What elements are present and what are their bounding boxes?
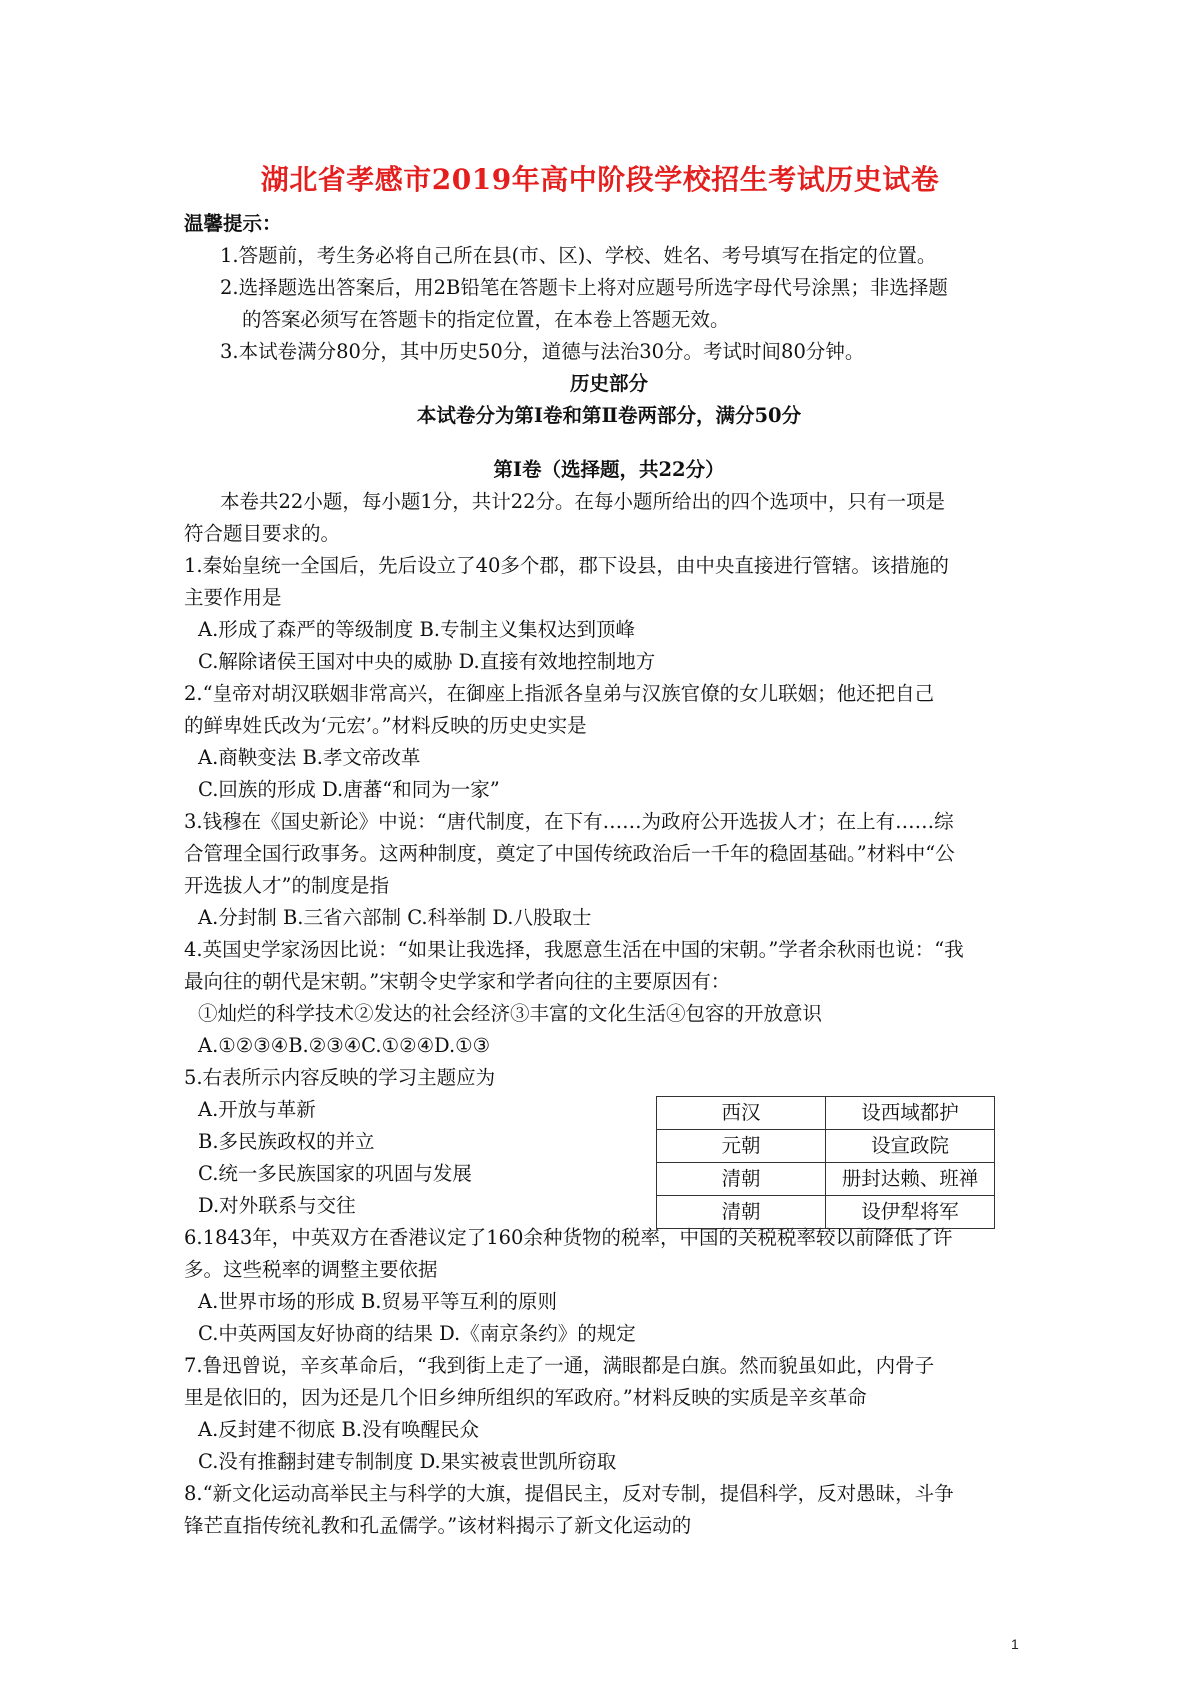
exam-content [184,208,1034,1542]
q3-stem-1: 3.钱穆在《国史新论》中说：“唐代制度，在下有……为政府公开选拔人才；在上有……综 [184,810,954,833]
q7-stem-2: 里是依旧的，因为还是几个旧乡绅所组织的军政府。”材料反映的实质是辛亥革命 [184,1386,867,1409]
q5-option-c: C.统一多民族国家的巩固与发展 [198,1162,472,1185]
q6-options-2: C.中英两国友好协商的结果 D.《南京条约》的规定 [198,1322,636,1345]
q1-options-1: A.形成了森严的等级制度 B.专制主义集权达到顶峰 [198,618,636,641]
table-row [657,1163,995,1196]
q1-stem-1: 1.秦始皇统一全国后，先后设立了40多个郡，郡下设县，由中央直接进行管辖。该措施的 [184,554,949,577]
q2-options-2: C.回族的形成 D.唐蕃“和同为一家” [198,778,500,801]
q5-stem: 5.右表所示内容反映的学习主题应为 [184,1066,496,1089]
instructions-line-2: 符合题目要求的。 [184,522,341,545]
q5-option-b: B.多民族政权的并立 [198,1130,375,1153]
table-row [657,1097,995,1130]
q5-table [656,1096,995,1229]
q7-stem-1: 7.鲁迅曾说，辛亥革命后，“我到街上走了一通，满眼都是白旗。然而貌虽如此，内骨子 [184,1354,935,1377]
tip-3: 3.本试卷满分80分，其中历史50分，道德与法治30分。考试时间80分钟。 [220,340,865,363]
table-cell: 设西域都护 [826,1097,995,1130]
q4-options: A.①②③④B.②③④C.①②④D.①③ [198,1034,491,1057]
table-row [657,1196,995,1229]
q4-items: ①灿烂的科学技术②发达的社会经济③丰富的文化生活④包容的开放意识 [198,1002,823,1025]
table-cell: 清朝 [657,1196,826,1229]
table-cell: 清朝 [657,1163,826,1196]
table-row [657,1130,995,1163]
section-heading: 历史部分 [569,372,648,395]
tip-1: 1.答题前，考生务必将自己所在县(市、区)、学校、姓名、考号填写在指定的位置。 [220,244,937,267]
q6-options-1: A.世界市场的形成 B.贸易平等互利的原则 [198,1290,558,1313]
page-number: 1 [1011,1636,1019,1652]
q8-stem-1: 8.“新文化运动高举民主与科学的大旗，提倡民主，反对专制，提倡科学，反对愚昧，斗争 [184,1482,954,1505]
q6-stem-1: 6.1843年，中英双方在香港议定了160余种货物的税率，中国的关税税率较以前降低了许 [184,1226,953,1249]
table-cell: 设伊犁将军 [826,1196,995,1229]
q1-stem-2: 主要作用是 [184,586,282,609]
q4-stem-1: 4.英国史学家汤因比说：“如果让我选择，我愿意生活在中国的宋朝。”学者余秋雨也说：“我 [184,938,964,961]
tips-heading: 温馨提示： [184,212,282,235]
q7-options-1: A.反封建不彻底 B.没有唤醒民众 [198,1418,480,1441]
part1-heading: 第Ⅰ卷（选择题，共22分） [493,458,725,481]
q6-stem-2: 多。这些税率的调整主要依据 [184,1258,438,1281]
q2-stem-2: 的鲜卑姓氏改为‘元宏’。”材料反映的历史史实是 [184,714,587,737]
q5-option-a: A.开放与革新 [198,1098,316,1121]
tip-2: 2.选择题选出答案后，用2B铅笔在答题卡上将对应题号所选字母代号涂黑；非选择题 [220,276,948,299]
table-cell: 设宣政院 [826,1130,995,1163]
q3-stem-2: 合管理全国行政事务。这两种制度，奠定了中国传统政治后一千年的稳固基础。”材料中“公 [184,842,955,865]
q5-block [184,1062,1034,1222]
tip-2-cont: 的答案必须写在答题卡的指定位置，在本卷上答题无效。 [242,308,730,331]
table-cell: 元朝 [657,1130,826,1163]
q2-options-1: A.商鞅变法 B.孝文帝改革 [198,746,421,769]
q4-stem-2: 最向往的朝代是宋朝。”宋朝令史学家和学者向往的主要原因有： [184,970,731,993]
q3-options: A.分封制 B.三省六部制 C.科举制 D.八股取士 [198,906,592,929]
q1-options-2: C.解除诸侯王国对中央的威胁 D.直接有效地控制地方 [198,650,656,673]
instructions-line-1: 本卷共22小题，每小题1分，共计22分。在每小题所给出的四个选项中，只有一项是 [220,490,946,513]
q8-stem-2: 锋芒直指传统礼教和孔孟儒学。”该材料揭示了新文化运动的 [184,1514,692,1537]
exam-title: 湖北省孝感市2019年高中阶段学校招生考试历史试卷 [260,163,940,196]
table-cell: 西汉 [657,1097,826,1130]
q2-stem-1: 2.“皇帝对胡汉联姻非常高兴，在御座上指派各皇弟与汉族官僚的女儿联姻；他还把自己 [184,682,935,705]
section-subheading: 本试卷分为第Ⅰ卷和第Ⅱ卷两部分，满分50分 [416,404,802,427]
q5-option-d: D.对外联系与交往 [198,1194,356,1217]
q7-options-2: C.没有推翻封建专制制度 D.果实被袁世凯所窃取 [198,1450,617,1473]
table-cell: 册封达赖、班禅 [826,1163,995,1196]
q3-stem-3: 开选拔人才”的制度是指 [184,874,389,897]
